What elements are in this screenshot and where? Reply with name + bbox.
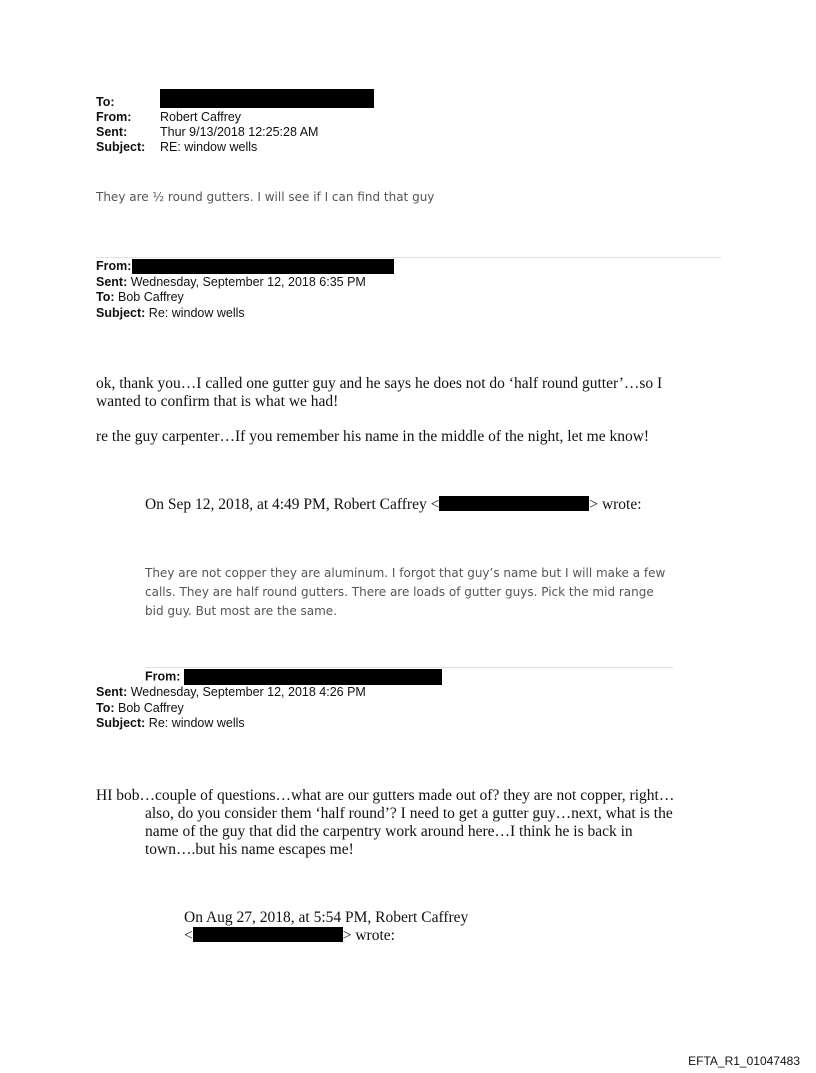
quote-intro-text: On Sep 12, 2018, at 4:49 PM, Robert Caffrey < — [145, 496, 440, 513]
from-row — [96, 110, 496, 125]
reply-body: They are ½ round gutters. I will see if I can find that guy — [96, 190, 435, 204]
subject-row — [96, 306, 696, 322]
sent-row — [96, 685, 696, 701]
to-label: To: — [96, 290, 115, 304]
sent-row — [96, 125, 496, 140]
sent-value: Wednesday, September 12, 2018 4:26 PM — [130, 685, 366, 699]
subject-value: Re: window wells — [148, 716, 245, 730]
redaction-bar — [184, 669, 442, 685]
from-row — [96, 259, 696, 275]
to-label: To: — [96, 700, 115, 715]
quote-intro-line — [184, 927, 584, 945]
quote-intro — [184, 909, 584, 945]
sent-row — [96, 275, 696, 291]
redaction-bar — [193, 927, 343, 942]
quote-intro-prefix: < — [184, 927, 193, 944]
separator-line — [145, 667, 673, 668]
subject-value: Re: window wells — [148, 305, 245, 320]
to-value: Bob Caffrey — [118, 290, 184, 304]
subject-label: Subject: — [96, 305, 146, 320]
sent-value: Thur 9/13/2018 12:25:28 AM — [160, 125, 319, 139]
to-row — [96, 290, 696, 306]
quote-intro-suffix: > wrote: — [589, 496, 642, 513]
subject-row — [96, 716, 696, 732]
sent-label: Sent: — [96, 125, 128, 139]
redaction-bar — [160, 89, 374, 108]
from-label: From: — [96, 110, 132, 124]
quote-intro — [145, 496, 705, 514]
email-header — [96, 95, 496, 155]
sent-label: Sent: — [96, 274, 128, 289]
from-label: From: — [145, 669, 181, 684]
from-row — [96, 669, 696, 685]
message-paragraph: re the guy carpenter…If you remember his name in the middle of the night, let me know! — [96, 428, 650, 445]
to-row — [96, 95, 496, 110]
message-header — [96, 259, 696, 321]
message-header — [96, 669, 696, 732]
subject-label: Subject: — [96, 716, 146, 730]
separator-line — [96, 257, 721, 258]
subject-row — [96, 140, 496, 155]
from-label: From: — [96, 259, 132, 273]
from-value: Robert Caffrey — [160, 110, 242, 124]
sent-value: Wednesday, September 12, 2018 6:35 PM — [130, 274, 366, 289]
subject-value: RE: window wells — [160, 140, 258, 154]
to-label: To: — [96, 95, 115, 109]
quote-intro-suffix: > wrote: — [342, 927, 395, 944]
subject-label: Subject: — [96, 140, 146, 154]
redaction-bar — [132, 259, 394, 274]
quote-body: They are not copper they are aluminum. I forgot that guy’s name but I will make a few calls. They are half round gutters. There are loads of gutter guys. Pick the mid range bid guy. But most are the same. — [145, 566, 666, 618]
to-value: Bob Caffrey — [118, 700, 184, 715]
message-paragraph: ok, thank you…I called one gutter guy and he says he does not do ‘half round gutter’…so I wanted to confirm that is what we had! — [96, 375, 663, 410]
sent-label: Sent: — [96, 685, 128, 699]
quote-intro-line: On Aug 27, 2018, at 5:54 PM, Robert Caffrey — [184, 909, 469, 926]
redaction-bar — [439, 496, 589, 511]
document-id: EFTA_R1_01047483 — [688, 1054, 800, 1068]
to-row — [96, 701, 696, 717]
message-paragraph: HI bob…couple of questions…what are our gutters made out of? they are not copper, right…also, do you consider them ‘half round’? I need to get a gutter guy…next, what is the name of the guy that did the carpentry work around here…I think he is back in town….but his name escapes me! — [96, 787, 675, 858]
